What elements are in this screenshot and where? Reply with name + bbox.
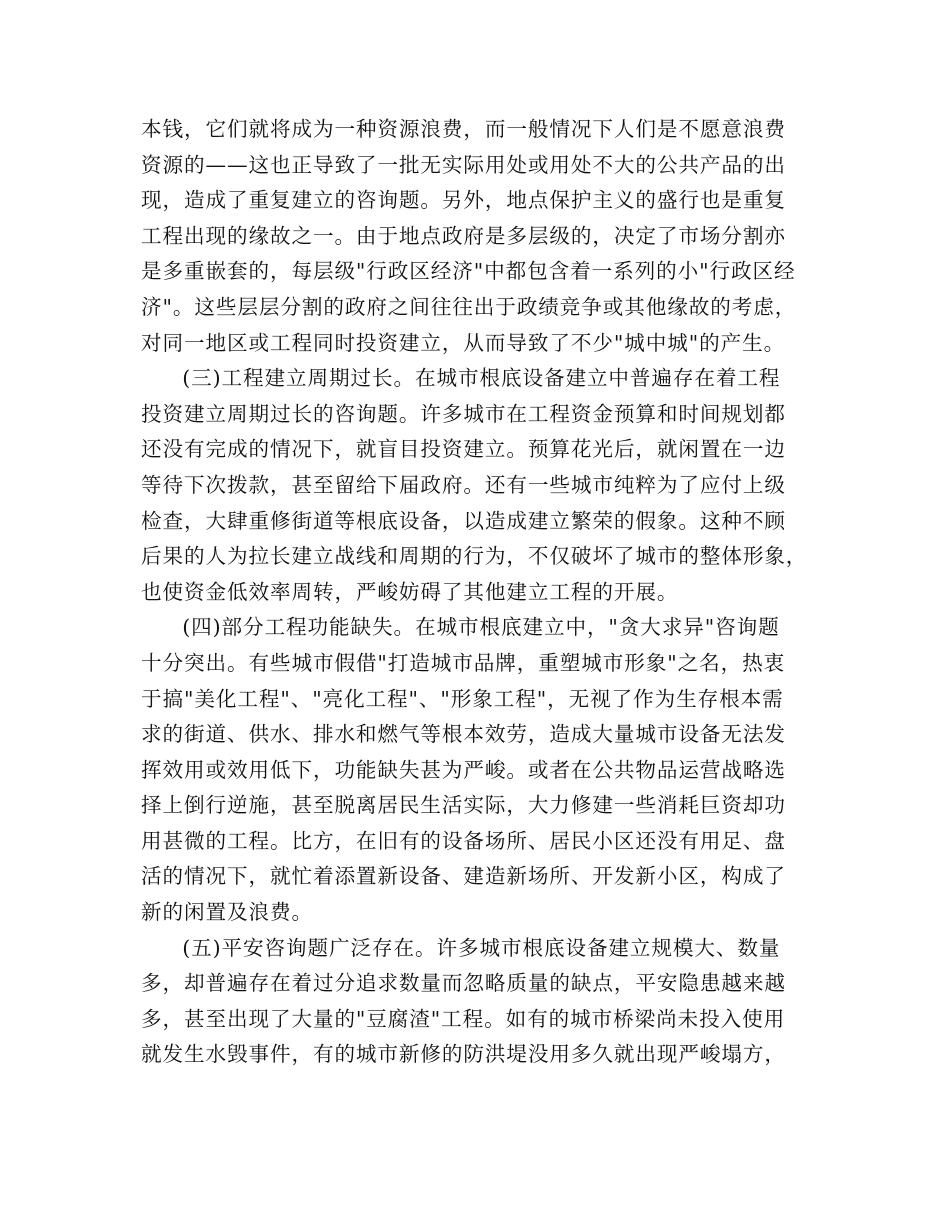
text-line: 还没有完成的情况下，就盲目投资建立。预算花光后，就闲置在一边	[141, 437, 786, 462]
paragraph-intro	[141, 112, 823, 361]
text-line: 十分突出。有些城市假借"打造城市品牌，重塑城市形象"之名，热衷	[141, 650, 786, 675]
paragraph-section-3	[141, 361, 823, 610]
text-line: 挥效用或效用低下，功能缺失甚为严峻。或者在公共物品运营战略选	[141, 757, 786, 782]
text-line: 用甚微的工程。比方，在旧有的设备场所、居民小区还没有用足、盘	[141, 828, 786, 853]
text-line: 资源的——这也正导致了一批无实际用处或用处不大的公共产品的出	[141, 152, 786, 177]
text-line: 是多重嵌套的，每层级"行政区经济"中都包含着一系列的小"行政区经	[141, 259, 796, 284]
text-line: 工程出现的缘故之一。由于地点政府是多层级的，决定了市场分割亦	[141, 223, 786, 248]
text-line: 后果的人为拉长建立战线和周期的行为，不仅破坏了城市的整体形象，	[141, 544, 808, 569]
text-line: 投资建立周期过长的咨询题。许多城市在工程资金预算和时间规划都	[141, 401, 786, 426]
text-line: 求的街道、供水、排水和燃气等根本效劳，造成大量城市设备无法发	[141, 722, 786, 747]
paragraph-section-5	[141, 931, 823, 1073]
text-line: 等待下次拨款，甚至留给下届政府。还有一些城市纯粹为了应付上级	[141, 472, 786, 497]
text-line: 就发生水毁事件，有的城市新修的防洪堤没用多久就出现严峻塌方，	[141, 1042, 786, 1067]
text-line: 检查，大肆重修街道等根底设备，以造成建立繁荣的假象。这种不顾	[141, 508, 786, 533]
text-line: 本钱，它们就将成为一种资源浪费，而一般情况下人们是不愿意浪费	[141, 117, 786, 141]
paragraph-section-4	[141, 610, 823, 930]
text-line: 于搞"美化工程"、"亮化工程"、"形象工程"，无视了作为生存根本需	[141, 686, 784, 711]
text-line: 多，甚至出现了大量的"豆腐渣"工程。如有的城市桥梁尚未投入使用	[141, 1006, 786, 1031]
text-line: 现，造成了重复建立的咨询题。另外，地点保护主义的盛行也是重复	[141, 188, 786, 213]
text-line: 也使资金低效率周转，严峻妨碍了其他建立工程的开展。	[141, 579, 679, 604]
document-page	[141, 112, 823, 1073]
text-line: 活的情况下，就忙着添置新设备、建造新场所、开发新小区，构成了	[141, 864, 786, 889]
text-line: 对同一地区或工程同时投资建立，从而导致了不少"城中城"的产生。	[141, 330, 786, 355]
text-line: 济"。这些层层分割的政府之间往往出于政绩竞争或其他缘故的考虑，	[141, 294, 797, 319]
text-line-first: (五)平安咨询题广泛存在。许多城市根底设备建立规模大、数量	[182, 935, 781, 960]
text-line: 新的闲置及浪费。	[141, 900, 313, 925]
text-line: 择上倒行逆施，甚至脱离居民生活实际，大力修建一些消耗巨资却功	[141, 793, 786, 818]
text-line: 多，却普遍存在着过分追求数量而忽略质量的缺点，平安隐患越来越	[141, 971, 786, 996]
text-line-first: (三)工程建立周期过长。在城市根底设备建立中普遍存在着工程	[182, 366, 781, 391]
text-line-first: (四)部分工程功能缺失。在城市根底建立中，"贪大求异"咨询题	[182, 615, 780, 640]
